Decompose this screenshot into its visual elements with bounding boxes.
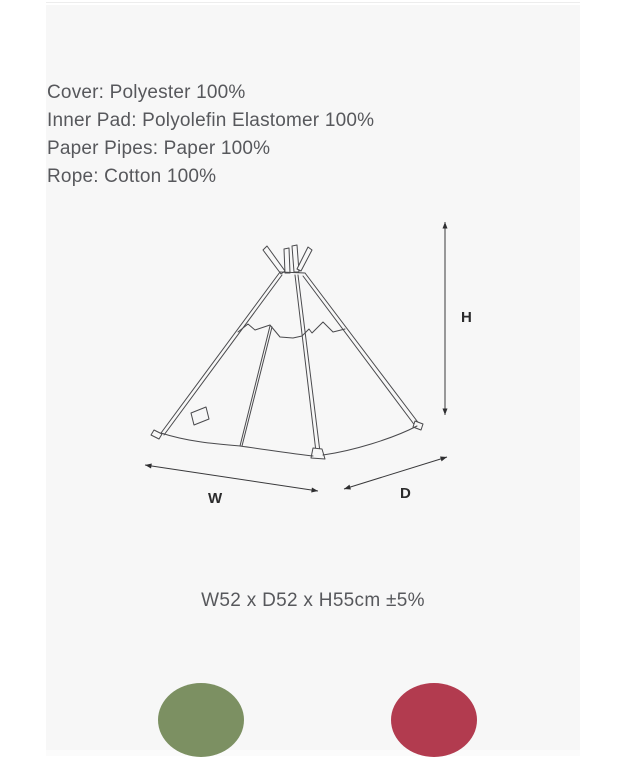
material-line-rope: Rope: Cotton 100% bbox=[47, 166, 217, 187]
color-swatch-red[interactable] bbox=[391, 683, 477, 757]
size-dimensions-text: W52 x D52 x H55cm ±5% bbox=[201, 590, 425, 611]
teepee-dimension-diagram bbox=[104, 205, 474, 515]
tent-line-art bbox=[151, 245, 423, 459]
depth-label: D bbox=[400, 485, 411, 502]
materials-list bbox=[47, 79, 374, 191]
color-swatch-green[interactable] bbox=[158, 683, 244, 757]
depth-arrow bbox=[344, 457, 447, 489]
material-line-inner-pad: Inner Pad: Polyolefin Elastomer 100% bbox=[47, 110, 375, 131]
width-label: W bbox=[208, 490, 223, 507]
top-divider bbox=[46, 2, 580, 3]
height-label: H bbox=[461, 309, 472, 326]
material-line-cover: Cover: Polyester 100% bbox=[47, 82, 246, 103]
tent-body bbox=[151, 272, 423, 459]
tent-label-tag bbox=[191, 407, 209, 425]
card-bottom-fade bbox=[46, 750, 580, 756]
tent-poles bbox=[263, 245, 312, 274]
material-line-paper-pipes: Paper Pipes: Paper 100% bbox=[47, 138, 271, 159]
width-arrow bbox=[145, 465, 318, 491]
